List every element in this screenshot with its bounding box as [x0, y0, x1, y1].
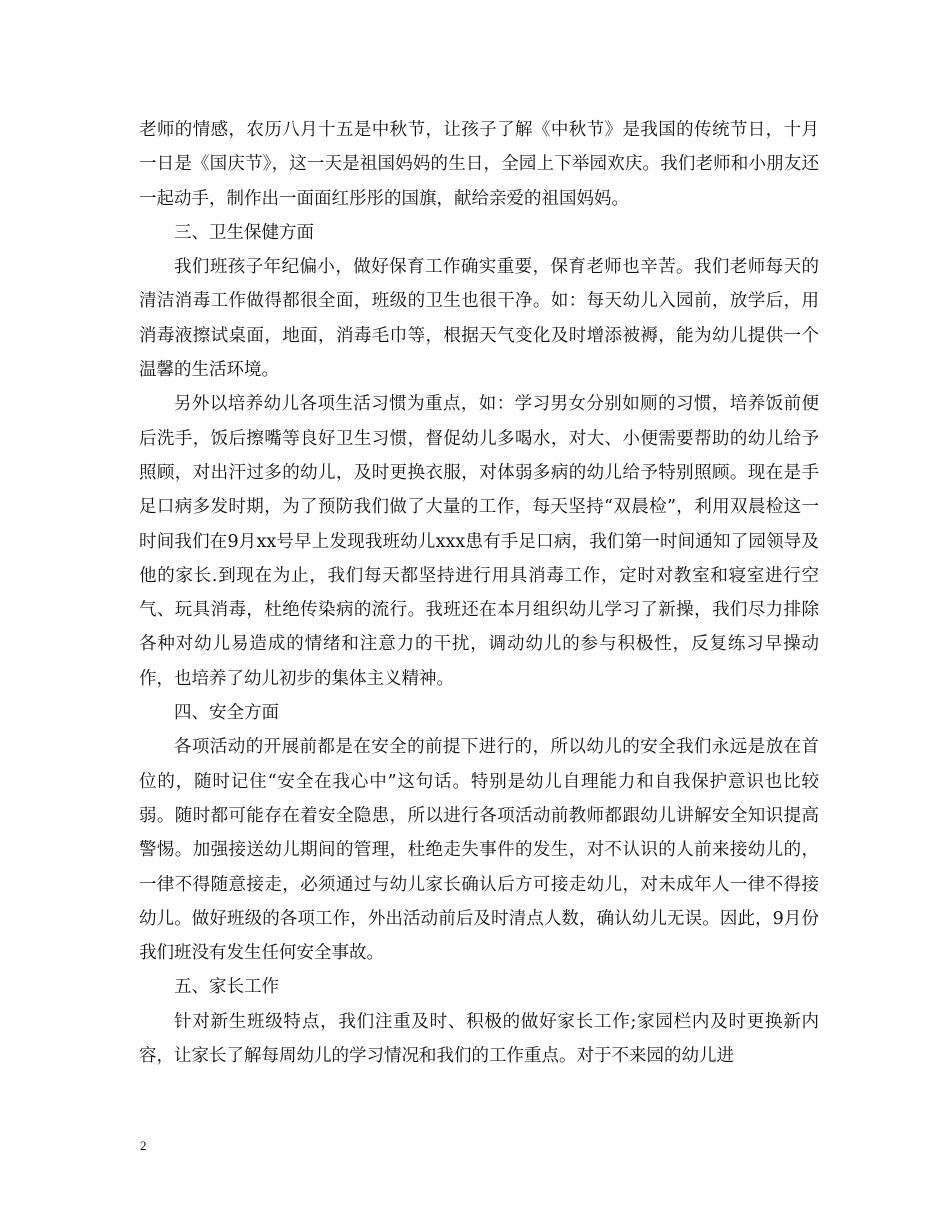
document-body — [139, 113, 819, 1073]
section-heading-parents: 五、家长工作 — [174, 977, 279, 998]
paragraph-continuation: 老师的情感，农历八月十五是中秋节，让孩子了解《中秋节》是我国的传统节日，十月一日是《国庆节》，这一天是祖国妈妈的生日，全园上下举园欢庆。我们老师和小朋友还一起动手，制作出一面面红彤彤的国旗，献给亲爱的祖国妈妈。 — [139, 120, 819, 209]
paragraph-hygiene-habits: 另外以培养幼儿各项生活习惯为重点，如：学习男女分别如厕的习惯，培养饭前便后洗手，饭后擦嘴等良好卫生习惯，督促幼儿多喝水，对大、小便需要帮助的幼儿给予照顾，对出汗过多的幼儿，及时更换衣服，对体弱多病的幼儿给予特别照顾。现在是手足口病多发时期，为了预防我们做了大量的工作，每天坚持“双晨检”，利用双晨检这一时间我们在9月xx号早上发现我班幼儿xxx患有手足口病，我们第一时间通知了园领导及他的家长.到现在为止，我们每天都坚持进行用具消毒工作，定时对教室和寝室进行空气、玩具消毒，杜绝传染病的流行。我班还在本月组织幼儿学习了新操，我们尽力排除各种对幼儿易造成的情绪和注意力的干扰，调动幼儿的参与积极性，反复练习早操动作，也培养了幼儿初步的集体主义精神。 — [139, 394, 819, 689]
page-number: 2 — [140, 1138, 147, 1153]
section-heading-hygiene: 三、卫生保健方面 — [174, 222, 314, 243]
paragraph-hygiene-cleaning: 我们班孩子年纪偏小，做好保育工作确实重要，保育老师也辛苦。我们老师每天的清洁消毒工作做得都很全面，班级的卫生也很干净。如：每天幼儿入园前，放学后，用消毒液擦试桌面，地面，消毒毛巾等，根据天气变化及时增添被褥，能为幼儿提供一个温馨的生活环境。 — [139, 257, 819, 381]
paragraph-parents: 针对新生班级特点，我们注重及时、积极的做好家长工作;家园栏内及时更换新内容，让家长了解每周幼儿的学习情况和我们的工作重点。对于不来园的幼儿进 — [139, 1011, 819, 1067]
section-heading-safety: 四、安全方面 — [174, 703, 279, 724]
paragraph-safety: 各项活动的开展前都是在安全的前提下进行的，所以幼儿的安全我们永远是放在首位的，随时记住“安全在我心中”这句话。特别是幼儿自理能力和自我保护意识也比较弱。随时都可能存在着安全隐患，所以进行各项活动前教师都跟幼儿讲解安全知识提高警惕。加强接送幼儿期间的管理，杜绝走失事件的发生，对不认识的人前来接幼儿的，一律不得随意接走，必须通过与幼儿家长确认后方可接走幼儿，对未成年人一律不得接幼儿。做好班级的各项工作，外出活动前后及时清点人数，确认幼儿无误。因此，9月份我们班没有发生任何安全事故。 — [139, 737, 819, 964]
